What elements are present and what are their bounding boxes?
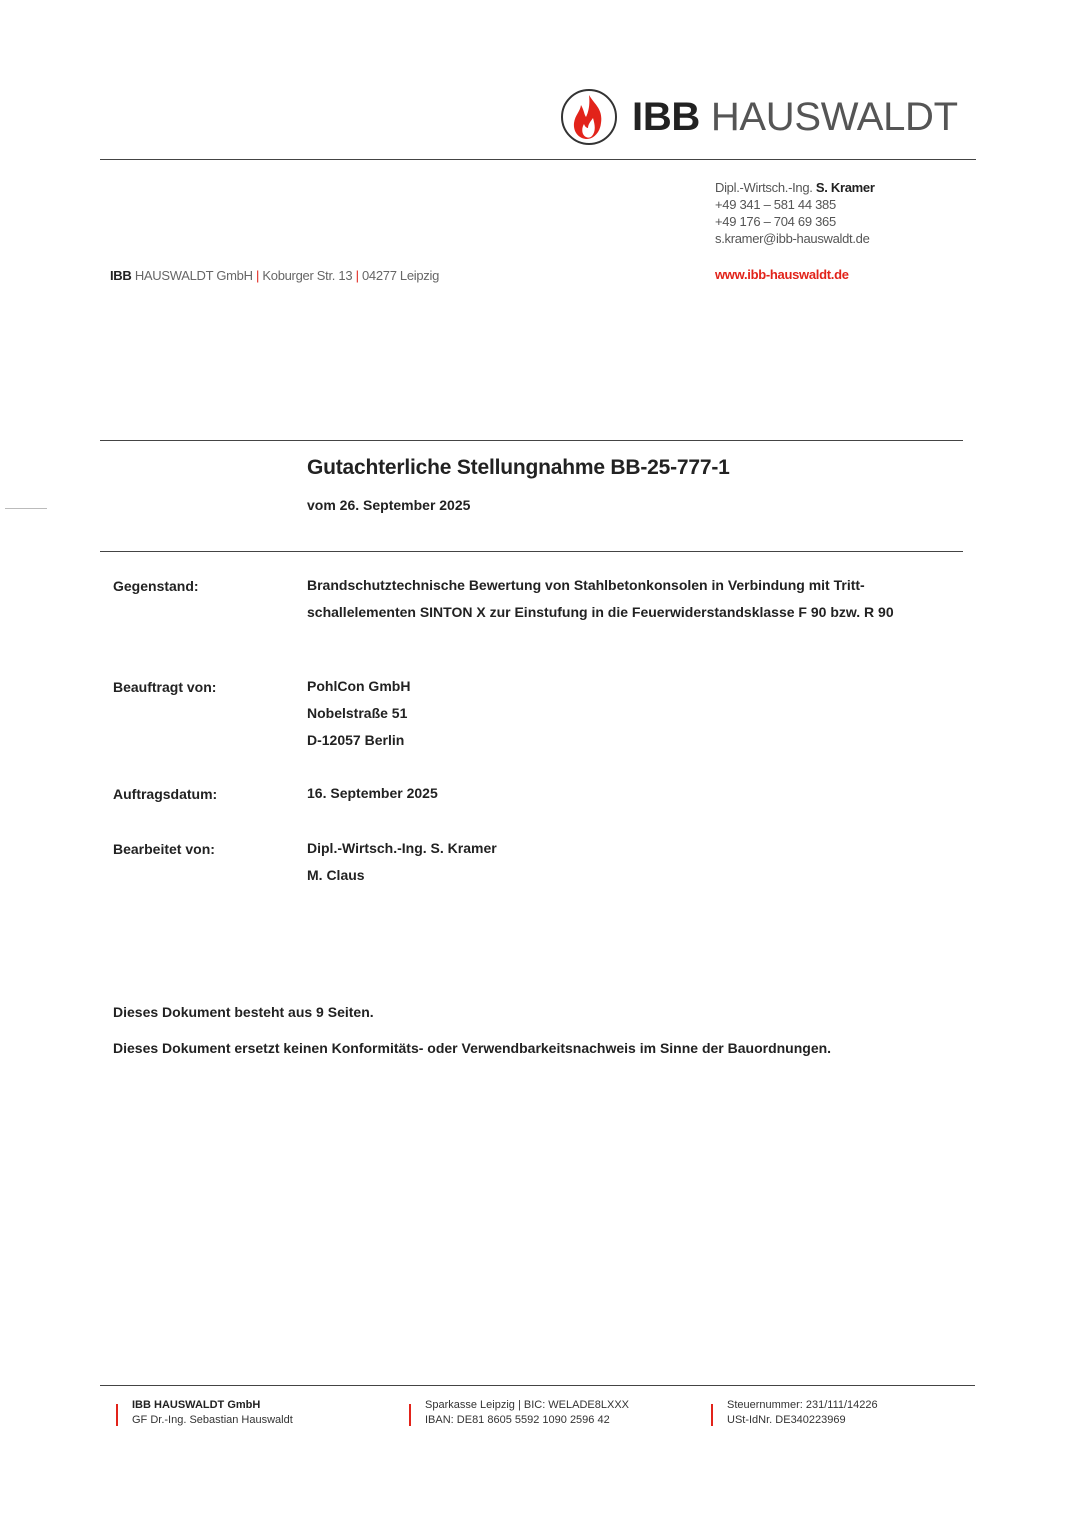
title-rule-bottom <box>100 551 963 552</box>
sender-line <box>110 268 439 283</box>
disclaimer-note: Dieses Dokument ersetzt keinen Konformitäts- oder Verwendbarkeitsnachweis im Sinne der Bauordnungen. <box>113 1040 832 1056</box>
editor-line: Dipl.-Wirtsch.-Ing. S. Kramer <box>307 840 497 856</box>
sender-company: HAUSWALDT GmbH <box>134 268 253 283</box>
flame-circle-icon <box>559 87 619 147</box>
client-line: D-12057 Berlin <box>307 732 405 748</box>
order-date-value <box>307 780 438 807</box>
footer-bank <box>425 1398 629 1428</box>
brand-logo <box>632 93 958 141</box>
subject-value <box>307 572 894 626</box>
document-title: Gutachterliche Stellungnahme BB-25-777-1 <box>307 456 730 479</box>
footer-tax-number: Steuernummer: 231/111/14226 <box>727 1399 878 1411</box>
footer-accent-bar <box>711 1404 713 1426</box>
sender-separator: | <box>355 268 359 283</box>
document-date: vom 26. September 2025 <box>307 497 471 513</box>
contact-block <box>715 179 875 247</box>
contact-phone-1: +49 341 – 581 44 385 <box>715 197 836 212</box>
footer-tax <box>727 1398 878 1428</box>
client-value <box>307 673 410 754</box>
contact-phone-2: +49 176 – 704 69 365 <box>715 214 836 229</box>
subject-line: Brandschutztechnische Bewertung von Stahlbetonkonsolen in Verbindung mit Tritt- <box>307 577 865 593</box>
brand-bold: IBB <box>632 95 700 139</box>
footer-managing-director: GF Dr.-Ing. Sebastian Hauswaldt <box>132 1414 293 1426</box>
page-count-note: Dieses Dokument besteht aus 9 Seiten. <box>113 1004 374 1020</box>
sender-street: Koburger Str. 13 <box>262 268 353 283</box>
order-date: 16. September 2025 <box>307 785 438 801</box>
order-date-label: Auftragsdatum: <box>113 786 218 802</box>
footer-accent-bar <box>116 1404 118 1426</box>
client-label: Beauftragt von: <box>113 679 217 695</box>
footer-rule <box>100 1385 975 1386</box>
footer-vat-id: USt-IdNr. DE340223969 <box>727 1414 846 1426</box>
footer-bank-iban: IBAN: DE81 8605 5592 1090 2596 42 <box>425 1414 610 1426</box>
editor-value <box>307 835 497 889</box>
contact-title: Dipl.-Wirtsch.-Ing. <box>715 180 813 195</box>
brand-light: HAUSWALDT <box>710 95 958 139</box>
footer-accent-bar <box>409 1404 411 1426</box>
title-rule-top <box>100 440 963 441</box>
website-link[interactable]: www.ibb-hauswaldt.de <box>715 267 849 282</box>
header-rule <box>100 159 976 160</box>
footer-bank-bic: Sparkasse Leipzig | BIC: WELADE8LXXX <box>425 1399 630 1411</box>
contact-email[interactable]: s.kramer@ibb-hauswaldt.de <box>715 231 870 246</box>
sender-company-bold: IBB <box>110 268 132 283</box>
footer-company <box>132 1398 293 1428</box>
editor-label: Bearbeitet von: <box>113 841 215 857</box>
margin-mark <box>5 508 47 509</box>
subject-line: schallelementen SINTON X zur Einstufung in die Feuerwiderstandsklasse F 90 bzw. R 90 <box>307 604 894 620</box>
client-line: Nobelstraße 51 <box>307 705 408 721</box>
subject-label: Gegenstand: <box>113 578 199 594</box>
footer-company-name: IBB HAUSWALDT GmbH <box>132 1399 261 1411</box>
sender-city: 04277 Leipzig <box>361 268 440 283</box>
contact-name: S. Kramer <box>815 180 875 195</box>
sender-separator: | <box>256 268 260 283</box>
client-line: PohlCon GmbH <box>307 678 411 694</box>
editor-line: M. Claus <box>307 867 365 883</box>
